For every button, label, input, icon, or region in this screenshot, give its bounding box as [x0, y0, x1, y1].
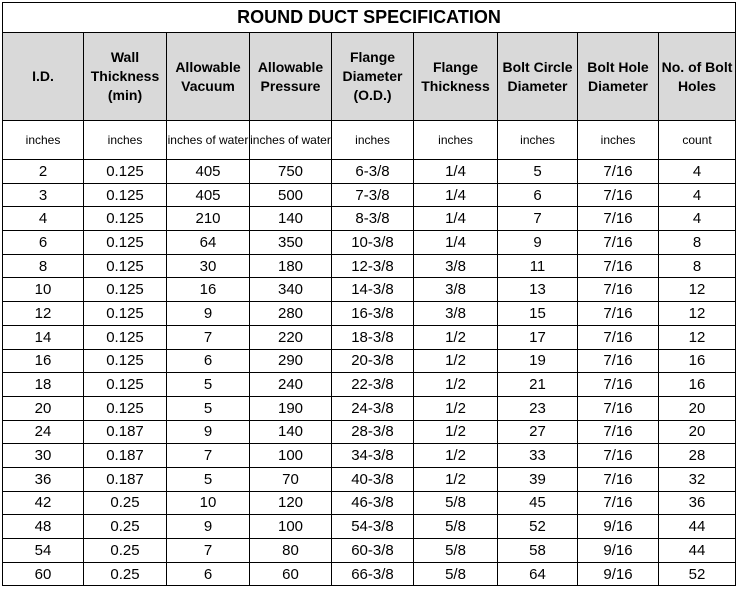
table-cell: 9	[167, 302, 250, 326]
table-cell: 750	[250, 160, 332, 184]
table-cell: 16	[659, 349, 736, 373]
table-cell: 7/16	[578, 278, 659, 302]
table-cell: 1/2	[414, 420, 498, 444]
table-cell: 0.25	[84, 491, 167, 515]
table-cell: 48	[3, 515, 84, 539]
table-row	[3, 396, 736, 420]
table-cell: 6-3/8	[332, 160, 414, 184]
table-cell: 7/16	[578, 325, 659, 349]
table-cell: 7/16	[578, 183, 659, 207]
table-row	[3, 183, 736, 207]
table-cell: 5	[498, 160, 578, 184]
table-row	[3, 491, 736, 515]
table-cell: 60	[250, 562, 332, 586]
column-header: Bolt Hole Diameter	[578, 33, 659, 121]
table-cell: 3/8	[414, 302, 498, 326]
table-cell: 12-3/8	[332, 254, 414, 278]
table-cell: 0.125	[84, 254, 167, 278]
table-row	[3, 467, 736, 491]
table-cell: 0.25	[84, 515, 167, 539]
table-cell: 39	[498, 467, 578, 491]
table-cell: 21	[498, 373, 578, 397]
table-cell: 120	[250, 491, 332, 515]
table-cell: 54-3/8	[332, 515, 414, 539]
table-row	[3, 302, 736, 326]
table-cell: 1/2	[414, 396, 498, 420]
table-cell: 20	[3, 396, 84, 420]
table-cell: 0.125	[84, 325, 167, 349]
table-cell: 7/16	[578, 444, 659, 468]
table-cell: 10-3/8	[332, 231, 414, 255]
unit-cell: inches	[332, 121, 414, 160]
table-cell: 0.125	[84, 349, 167, 373]
unit-cell: inches	[3, 121, 84, 160]
table-cell: 80	[250, 539, 332, 563]
table-cell: 0.25	[84, 562, 167, 586]
table-cell: 40-3/8	[332, 467, 414, 491]
column-header-row	[3, 33, 736, 121]
title-row	[3, 3, 736, 33]
table-cell: 64	[498, 562, 578, 586]
table-cell: 58	[498, 539, 578, 563]
table-cell: 5/8	[414, 539, 498, 563]
unit-row	[3, 121, 736, 160]
table-cell: 44	[659, 539, 736, 563]
table-cell: 0.125	[84, 302, 167, 326]
table-cell: 220	[250, 325, 332, 349]
table-row	[3, 539, 736, 563]
table-cell: 140	[250, 420, 332, 444]
table-cell: 23	[498, 396, 578, 420]
column-header: I.D.	[3, 33, 84, 121]
table-cell: 18-3/8	[332, 325, 414, 349]
unit-cell: inches	[84, 121, 167, 160]
table-cell: 12	[659, 302, 736, 326]
table-cell: 3/8	[414, 254, 498, 278]
table-cell: 16	[659, 373, 736, 397]
table-cell: 6	[498, 183, 578, 207]
table-cell: 7/16	[578, 231, 659, 255]
table-cell: 190	[250, 396, 332, 420]
column-header: Flange Thickness	[414, 33, 498, 121]
table-cell: 1/2	[414, 349, 498, 373]
table-cell: 60-3/8	[332, 539, 414, 563]
table-row	[3, 515, 736, 539]
table-cell: 0.125	[84, 160, 167, 184]
table-cell: 5/8	[414, 491, 498, 515]
table-row	[3, 562, 736, 586]
table-cell: 10	[167, 491, 250, 515]
table-cell: 12	[659, 325, 736, 349]
table-cell: 36	[659, 491, 736, 515]
column-header: Wall Thickness (min)	[84, 33, 167, 121]
table-cell: 0.125	[84, 396, 167, 420]
table-cell: 42	[3, 491, 84, 515]
table-cell: 350	[250, 231, 332, 255]
table-cell: 7/16	[578, 207, 659, 231]
table-cell: 7-3/8	[332, 183, 414, 207]
column-header: Allowable Vacuum	[167, 33, 250, 121]
table-cell: 28-3/8	[332, 420, 414, 444]
table-cell: 9/16	[578, 539, 659, 563]
table-cell: 12	[3, 302, 84, 326]
table-cell: 36	[3, 467, 84, 491]
table-cell: 18	[3, 373, 84, 397]
table-cell: 15	[498, 302, 578, 326]
table-cell: 7/16	[578, 396, 659, 420]
table-cell: 1/2	[414, 373, 498, 397]
table-cell: 16-3/8	[332, 302, 414, 326]
table-row	[3, 254, 736, 278]
table-cell: 0.187	[84, 444, 167, 468]
table-cell: 64	[167, 231, 250, 255]
table-cell: 30	[3, 444, 84, 468]
table-cell: 0.125	[84, 207, 167, 231]
table-cell: 405	[167, 160, 250, 184]
table-row	[3, 349, 736, 373]
table-cell: 1/2	[414, 444, 498, 468]
table-cell: 0.125	[84, 373, 167, 397]
table-cell: 0.125	[84, 278, 167, 302]
table-cell: 3	[3, 183, 84, 207]
unit-cell: inches	[414, 121, 498, 160]
table-cell: 6	[167, 562, 250, 586]
table-cell: 1/4	[414, 160, 498, 184]
table-cell: 5/8	[414, 515, 498, 539]
column-header: Allowable Pressure	[250, 33, 332, 121]
table-cell: 16	[167, 278, 250, 302]
table-cell: 6	[3, 231, 84, 255]
table-cell: 180	[250, 254, 332, 278]
table-cell: 11	[498, 254, 578, 278]
table-cell: 52	[498, 515, 578, 539]
table-cell: 100	[250, 515, 332, 539]
table-cell: 0.25	[84, 539, 167, 563]
table-row	[3, 420, 736, 444]
table-cell: 7	[167, 539, 250, 563]
table-cell: 4	[3, 207, 84, 231]
table-cell: 12	[659, 278, 736, 302]
table-cell: 46-3/8	[332, 491, 414, 515]
spec-table-container	[2, 2, 736, 586]
table-cell: 24	[3, 420, 84, 444]
table-cell: 1/2	[414, 325, 498, 349]
table-cell: 8	[659, 231, 736, 255]
table-cell: 5	[167, 467, 250, 491]
table-cell: 66-3/8	[332, 562, 414, 586]
column-header: Bolt Circle Diameter	[498, 33, 578, 121]
table-cell: 7	[498, 207, 578, 231]
table-cell: 20-3/8	[332, 349, 414, 373]
table-cell: 20	[659, 420, 736, 444]
round-duct-spec-table	[2, 2, 736, 586]
table-cell: 7/16	[578, 302, 659, 326]
table-cell: 8-3/8	[332, 207, 414, 231]
table-row	[3, 278, 736, 302]
table-cell: 14	[3, 325, 84, 349]
table-cell: 5/8	[414, 562, 498, 586]
table-cell: 60	[3, 562, 84, 586]
table-cell: 0.187	[84, 420, 167, 444]
table-cell: 70	[250, 467, 332, 491]
table-cell: 13	[498, 278, 578, 302]
table-cell: 3/8	[414, 278, 498, 302]
table-row	[3, 231, 736, 255]
column-header: No. of Bolt Holes	[659, 33, 736, 121]
table-cell: 9	[167, 420, 250, 444]
table-cell: 500	[250, 183, 332, 207]
table-cell: 27	[498, 420, 578, 444]
table-cell: 4	[659, 207, 736, 231]
unit-cell: inches of water	[250, 121, 332, 160]
table-row	[3, 325, 736, 349]
table-cell: 16	[3, 349, 84, 373]
unit-cell: count	[659, 121, 736, 160]
table-cell: 1/4	[414, 183, 498, 207]
table-row	[3, 160, 736, 184]
table-cell: 24-3/8	[332, 396, 414, 420]
table-title: ROUND DUCT SPECIFICATION	[3, 3, 736, 33]
table-row	[3, 373, 736, 397]
table-cell: 8	[659, 254, 736, 278]
table-cell: 54	[3, 539, 84, 563]
table-cell: 1/4	[414, 207, 498, 231]
table-cell: 7	[167, 325, 250, 349]
table-cell: 240	[250, 373, 332, 397]
table-cell: 4	[659, 160, 736, 184]
table-cell: 9	[498, 231, 578, 255]
table-cell: 7/16	[578, 254, 659, 278]
table-cell: 28	[659, 444, 736, 468]
table-cell: 7/16	[578, 467, 659, 491]
table-cell: 45	[498, 491, 578, 515]
table-cell: 2	[3, 160, 84, 184]
table-cell: 30	[167, 254, 250, 278]
table-cell: 7/16	[578, 491, 659, 515]
unit-cell: inches of water	[167, 121, 250, 160]
table-cell: 17	[498, 325, 578, 349]
table-row	[3, 444, 736, 468]
table-cell: 33	[498, 444, 578, 468]
table-cell: 1/2	[414, 467, 498, 491]
table-cell: 7/16	[578, 160, 659, 184]
table-cell: 0.125	[84, 183, 167, 207]
unit-cell: inches	[578, 121, 659, 160]
table-cell: 7/16	[578, 373, 659, 397]
table-cell: 6	[167, 349, 250, 373]
table-cell: 10	[3, 278, 84, 302]
table-cell: 0.125	[84, 231, 167, 255]
table-cell: 5	[167, 396, 250, 420]
table-cell: 340	[250, 278, 332, 302]
table-cell: 0.187	[84, 467, 167, 491]
table-cell: 290	[250, 349, 332, 373]
table-cell: 9/16	[578, 515, 659, 539]
table-cell: 4	[659, 183, 736, 207]
table-cell: 22-3/8	[332, 373, 414, 397]
table-cell: 1/4	[414, 231, 498, 255]
table-cell: 210	[167, 207, 250, 231]
column-header: Flange Diameter (O.D.)	[332, 33, 414, 121]
table-cell: 44	[659, 515, 736, 539]
table-cell: 32	[659, 467, 736, 491]
table-cell: 280	[250, 302, 332, 326]
table-cell: 9	[167, 515, 250, 539]
table-cell: 9/16	[578, 562, 659, 586]
table-cell: 52	[659, 562, 736, 586]
table-cell: 405	[167, 183, 250, 207]
table-cell: 7	[167, 444, 250, 468]
table-cell: 8	[3, 254, 84, 278]
table-cell: 34-3/8	[332, 444, 414, 468]
table-cell: 5	[167, 373, 250, 397]
table-cell: 20	[659, 396, 736, 420]
table-cell: 14-3/8	[332, 278, 414, 302]
table-cell: 19	[498, 349, 578, 373]
table-cell: 7/16	[578, 349, 659, 373]
table-row	[3, 207, 736, 231]
table-cell: 140	[250, 207, 332, 231]
table-cell: 100	[250, 444, 332, 468]
table-body	[3, 160, 736, 586]
unit-cell: inches	[498, 121, 578, 160]
table-cell: 7/16	[578, 420, 659, 444]
